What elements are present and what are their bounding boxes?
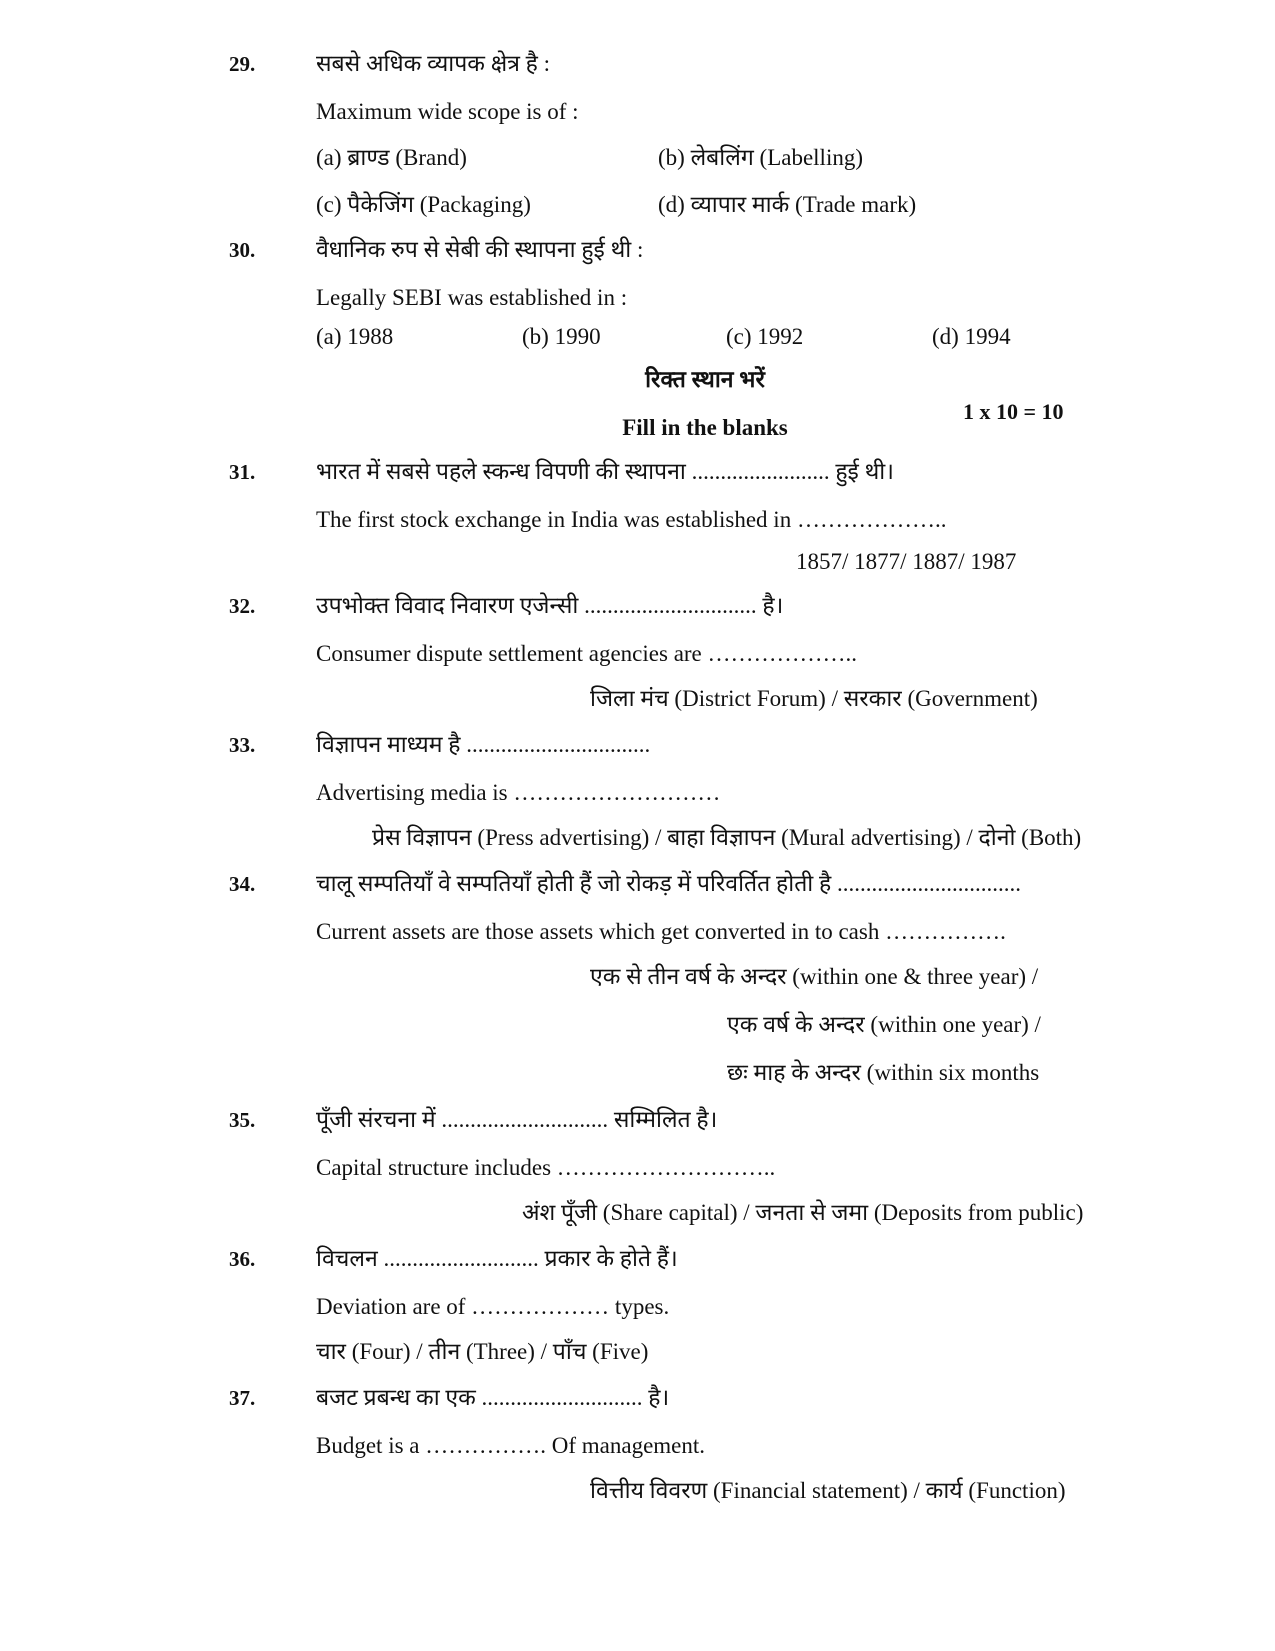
question-text-hindi: भारत में सबसे पहले स्कन्ध विपणी की स्थापना ........................ हुई थी। bbox=[316, 459, 894, 484]
question-text-english: Current assets are those assets which get converted in to cash ……………. bbox=[316, 919, 1006, 944]
option-b: (b) लेबलिंग (Labelling) bbox=[658, 145, 864, 170]
question-text-english: Budget is a ……………. Of management. bbox=[316, 1433, 706, 1458]
section-title-hindi: रिक्त स्थान भरें bbox=[645, 367, 765, 392]
question-number: 31. bbox=[229, 460, 256, 484]
option-d: (d) व्यापार मार्क (Trade mark) bbox=[658, 192, 917, 217]
question-text-hindi: वैधानिक रुप से सेबी की स्थापना हुई थी : bbox=[316, 237, 644, 262]
question-text-english: The first stock exchange in India was established in ……………….. bbox=[316, 507, 947, 532]
question-text-hindi: चालू सम्पतियाँ वे सम्पतियाँ होती हैं जो रोकड़ में परिवर्तित होती है ................................ bbox=[316, 871, 1021, 896]
answer-choice: एक वर्ष के अन्दर (within one year) / bbox=[727, 1012, 1041, 1037]
question-number: 32. bbox=[229, 594, 256, 618]
section-marks: 1 x 10 = 10 bbox=[963, 399, 1064, 424]
question-text-hindi: सबसे अधिक व्यापक क्षेत्र है : bbox=[316, 51, 550, 76]
question-text-english: Advertising media is ……………………… bbox=[316, 780, 721, 805]
answer-choices: अंश पूँजी (Share capital) / जनता से जमा (Deposits from public) bbox=[522, 1200, 1084, 1225]
option-b: (b) 1990 bbox=[522, 324, 601, 349]
question-number: 35. bbox=[229, 1108, 256, 1132]
option-a: (a) 1988 bbox=[316, 324, 394, 349]
section-title-english: Fill in the blanks bbox=[622, 415, 788, 440]
answer-choices: वित्तीय विवरण (Financial statement) / कार्य (Function) bbox=[590, 1478, 1066, 1503]
option-c: (c) 1992 bbox=[726, 324, 804, 349]
question-text-hindi: पूँजी संरचना में ............................. सम्मिलित है। bbox=[316, 1107, 718, 1132]
option-a: (a) ब्राण्ड (Brand) bbox=[316, 145, 467, 170]
option-c: (c) पैकेजिंग (Packaging) bbox=[316, 192, 531, 217]
answer-choices: चार (Four) / तीन (Three) / पाँच (Five) bbox=[316, 1339, 649, 1364]
option-d: (d) 1994 bbox=[932, 324, 1011, 349]
answer-choice: एक से तीन वर्ष के अन्दर (within one & three year) / bbox=[590, 964, 1039, 989]
answer-choices: जिला मंच (District Forum) / सरकार (Government) bbox=[590, 686, 1038, 711]
answer-choice: छः माह के अन्दर (within six months bbox=[727, 1060, 1040, 1085]
answer-choices: प्रेस विज्ञापन (Press advertising) / बाहा विज्ञापन (Mural advertising) / दोनो (Both) bbox=[372, 825, 1082, 850]
question-text-hindi: उपभोक्त विवाद निवारण एजेन्सी .............................. है। bbox=[316, 593, 784, 618]
question-text-english: Legally SEBI was established in : bbox=[316, 285, 628, 310]
question-number: 36. bbox=[229, 1247, 256, 1271]
question-text-english: Capital structure includes ……………………….. bbox=[316, 1155, 776, 1180]
question-number: 30. bbox=[229, 238, 256, 262]
question-number: 29. bbox=[229, 52, 256, 76]
question-text-hindi: विज्ञापन माध्यम है ................................ bbox=[316, 732, 651, 757]
question-text-hindi: विचलन ........................... प्रकार के होते हैं। bbox=[316, 1246, 678, 1271]
question-number: 33. bbox=[229, 733, 256, 757]
question-text-hindi: बजट प्रबन्ध का एक ............................ है। bbox=[316, 1385, 670, 1410]
answer-choices: 1857/ 1877/ 1887/ 1987 bbox=[796, 549, 1017, 574]
question-text-english: Deviation are of ……………… types. bbox=[316, 1294, 670, 1319]
question-number: 37. bbox=[229, 1386, 256, 1410]
question-text-english: Maximum wide scope is of : bbox=[316, 99, 579, 124]
question-text-english: Consumer dispute settlement agencies are ……………….. bbox=[316, 641, 858, 666]
question-number: 34. bbox=[229, 872, 256, 896]
